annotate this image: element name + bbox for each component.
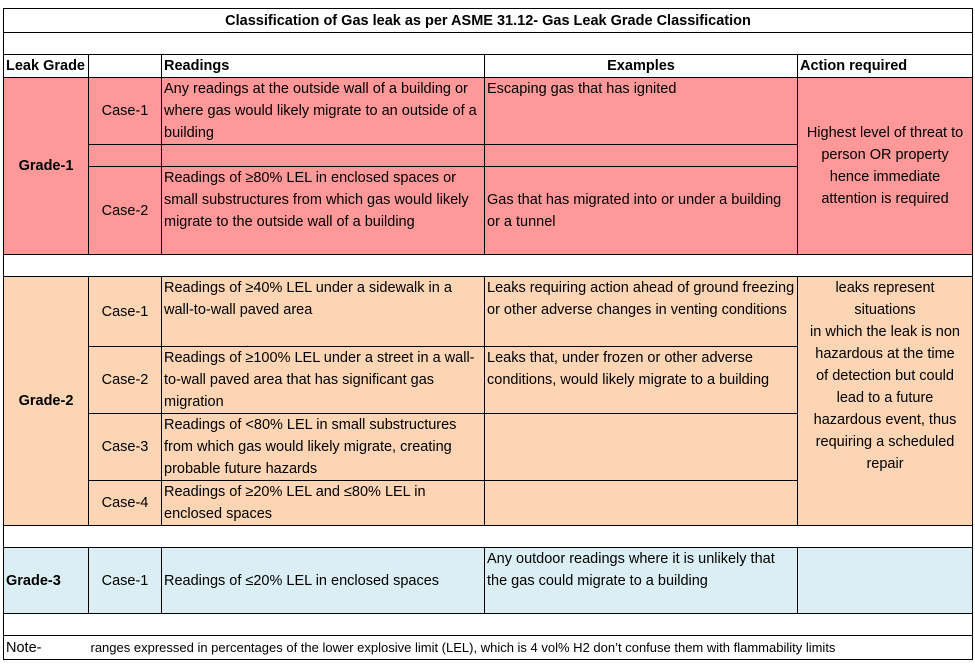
- header-case: [89, 55, 162, 78]
- header-leak-grade: Leak Grade: [4, 55, 89, 78]
- grade-2-case-2-examples: Leaks that, under frozen or other adverse conditions, would likely migrate to a building: [485, 347, 798, 414]
- spacer-row: [4, 614, 973, 636]
- note-label: Note-: [4, 636, 89, 660]
- grade-2-case-4-readings: Readings of ≥20% LEL and ≤80% LEL in enclosed spaces: [162, 481, 485, 526]
- gas-leak-classification-table: [3, 8, 973, 660]
- grade-2-case-2-readings: Readings of ≥100% LEL under a street in a wall-to-wall paved area that has significant gas migration: [162, 347, 485, 414]
- grade-1-blank-case: [89, 145, 162, 167]
- spacer-row: [4, 33, 973, 55]
- grade-2-action-line: hazardous at the time: [815, 346, 955, 362]
- grade-2-action-line: repair: [866, 456, 904, 472]
- header-readings: Readings: [162, 55, 485, 78]
- header-row: [4, 55, 973, 78]
- grade-1-label: Grade-1: [4, 78, 89, 255]
- header-examples: Examples: [485, 55, 798, 78]
- grade-1-case-1-examples: Escaping gas that has ignited: [485, 78, 798, 145]
- spacer-row: [4, 526, 973, 548]
- grade-2-label: Grade-2: [4, 277, 89, 526]
- grade-2-case-2-label: Case-2: [89, 347, 162, 414]
- grade-2-action: [798, 277, 973, 526]
- grade-3-case-1-examples: Any outdoor readings where it is unlikely that the gas could migrate to a building: [485, 548, 798, 614]
- grade-2-action-line: hazardous event, thus: [813, 412, 957, 428]
- grade-2-action-line: in which the leak is non: [810, 324, 960, 340]
- note-row: [4, 636, 973, 660]
- header-action-required: Action required: [798, 55, 973, 78]
- table-row: [4, 78, 973, 145]
- grade-2-case-1-label: Case-1: [89, 277, 162, 347]
- grade-2-case-4-examples: [485, 481, 798, 526]
- grade-1-action: Highest level of threat to person OR property hence immediate attention is required: [798, 78, 973, 255]
- grade-3-label: Grade-3: [4, 548, 89, 614]
- grade-3-case-1-label: Case-1: [89, 548, 162, 614]
- grade-1-blank-readings: [162, 145, 485, 167]
- grade-2-case-4-label: Case-4: [89, 481, 162, 526]
- grade-2-case-3-label: Case-3: [89, 414, 162, 481]
- grade-1-case-2-readings: Readings of ≥80% LEL in enclosed spaces or small substructures from which gas would likely migrate to the outside wall of a building: [162, 167, 485, 255]
- grade-2-action-line: lead to a future: [836, 390, 934, 406]
- grade-1-blank-examples: [485, 145, 798, 167]
- grade-1-case-1-label: Case-1: [89, 78, 162, 145]
- grade-2-action-line: requiring a scheduled: [815, 434, 955, 450]
- grade-2-case-3-examples: [485, 414, 798, 481]
- grade-3-case-1-readings: Readings of ≤20% LEL in enclosed spaces: [162, 548, 485, 614]
- table-title: Classification of Gas leak as per ASME 31.12- Gas Leak Grade Classification: [4, 9, 973, 33]
- grade-1-case-2-examples: Gas that has migrated into or under a building or a tunnel: [485, 167, 798, 255]
- note-text: ranges expressed in percentages of the lower explosive limit (LEL), which is 4 vol% H2 don’t confuse them with flammability limits: [89, 636, 973, 660]
- spacer-row: [4, 255, 973, 277]
- table-row: [4, 277, 973, 347]
- grade-1-case-2-label: Case-2: [89, 167, 162, 255]
- grade-2-case-1-examples: Leaks requiring action ahead of ground freezing or other adverse changes in venting conditions: [485, 277, 798, 347]
- grade-2-action-line: of detection but could: [816, 368, 954, 384]
- grade-3-action: [798, 548, 973, 614]
- grade-2-case-3-readings: Readings of <80% LEL in small substructures from which gas would likely migrate, creating probable future hazards: [162, 414, 485, 481]
- grade-1-case-1-readings: Any readings at the outside wall of a building or where gas would likely migrate to an outside of a building: [162, 78, 485, 145]
- table-row: [4, 548, 973, 614]
- grade-2-action-line: situations: [854, 302, 916, 318]
- grade-2-case-1-readings: Readings of ≥40% LEL under a sidewalk in a wall-to-wall paved area: [162, 277, 485, 347]
- grade-2-action-line: leaks represent: [835, 280, 935, 296]
